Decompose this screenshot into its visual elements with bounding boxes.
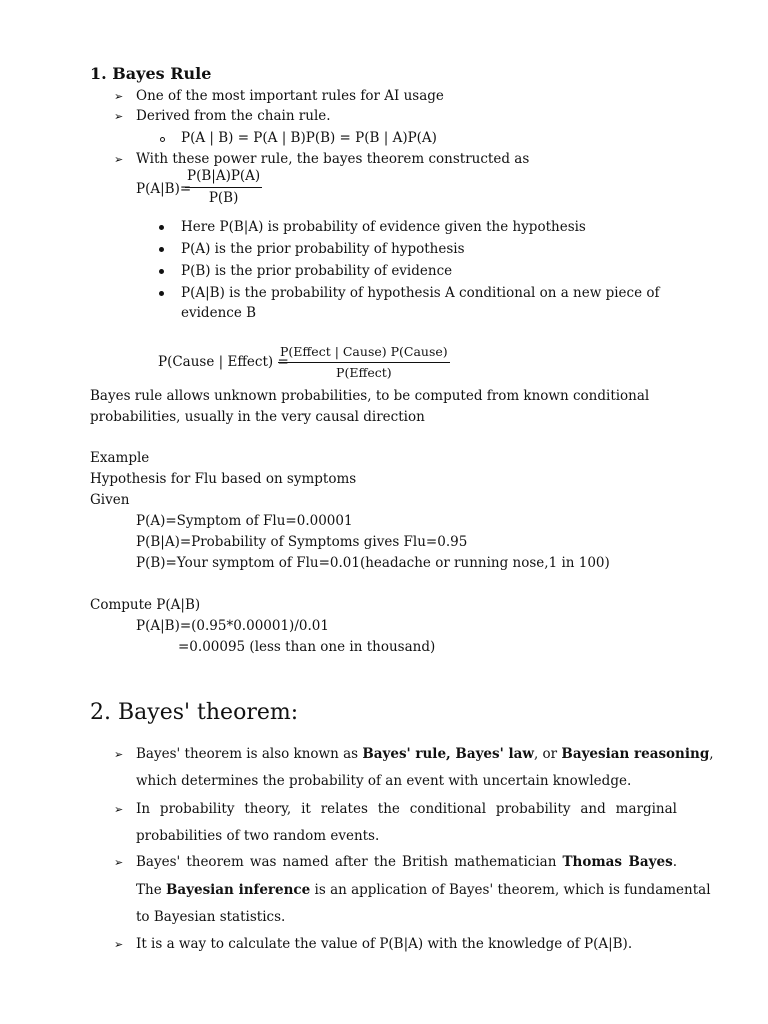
text-run: , [709, 746, 714, 762]
circle-bullet-icon [160, 137, 165, 142]
given-label: Given [90, 492, 130, 508]
formula1-numerator: P(B|A)P(A) [185, 170, 262, 188]
definition-item-continued: evidence B [181, 305, 257, 321]
bullet-text: With these power rule, the bayes theorem constructed as [136, 151, 530, 167]
formula2-denominator: P(Effect) [336, 364, 392, 380]
definition-item: P(A|B) is the probability of hypothesis A conditional on a new piece of [181, 285, 660, 301]
bullet-line: In probability theory, it relates the conditional probability and marginal [136, 801, 677, 817]
compute-label: Compute P(A|B) [90, 597, 201, 613]
compute-result: =0.00095 (less than one in thousand) [178, 639, 436, 655]
paragraph-line: Bayes rule allows unknown probabilities, to be computed from known conditional [90, 388, 650, 404]
arrow-bullet-icon: ➢ [114, 90, 124, 103]
bullet-line: probabilities of two random events. [136, 828, 380, 844]
text-run: , or [533, 746, 562, 762]
example-hypothesis: Hypothesis for Flu based on symptoms [90, 471, 357, 487]
text-run: Bayes' theorem was named after the British mathematician [136, 854, 563, 870]
dot-bullet-icon [159, 291, 164, 296]
arrow-bullet-icon: ➢ [114, 153, 124, 166]
formula2-numerator: P(Effect | Cause) P(Cause) [278, 346, 450, 363]
bullet-text: One of the most important rules for AI usage [136, 88, 444, 104]
definition-item: P(A) is the prior probability of hypothesis [181, 241, 465, 257]
paragraph-line: probabilities, usually in the very causal direction [90, 409, 425, 425]
text-run: is an application of Bayes' theorem, which is fundamental [310, 882, 711, 898]
bullet-text: Derived from the chain rule. [136, 108, 331, 124]
formula2-lhs: P(Cause | Effect) = [158, 354, 289, 370]
text-run: Bayes' theorem is also known as [136, 746, 363, 762]
given-line: P(B)=Your symptom of Flu=0.01(headache or running nose,1 in 100) [136, 555, 610, 571]
bullet-line: It is a way to calculate the value of P(B|A) with the knowledge of P(A|B). [136, 936, 633, 952]
given-line: P(A)=Symptom of Flu=0.00001 [136, 513, 353, 529]
section2-heading: 2. Bayes' theorem: [90, 700, 299, 725]
bullet-line: to Bayesian statistics. [136, 909, 286, 925]
dot-bullet-icon [159, 225, 164, 230]
formula2-fraction [278, 346, 450, 379]
chain-rule-formula: P(A | B) = P(A | B)P(B) = P(B | A)P(A) [181, 130, 437, 146]
bold-term: Bayesian inference [165, 882, 311, 898]
bullet-line [136, 882, 711, 898]
compute-line: P(A|B)=(0.95*0.00001)/0.01 [136, 618, 329, 634]
definition-item: Here P(B|A) is probability of evidence given the hypothesis [181, 219, 586, 235]
example-label: Example [90, 450, 150, 466]
text-run: . [672, 854, 677, 870]
bold-term: Bayes' rule, Bayes' law [362, 746, 534, 762]
arrow-bullet-icon: ➢ [114, 748, 124, 761]
bullet-line [136, 856, 677, 870]
bullet-line [136, 746, 714, 762]
formula1-lhs: P(A|B)= [136, 181, 192, 197]
given-line: P(B|A)=Probability of Symptoms gives Flu=0.95 [136, 534, 468, 550]
formula1-denominator: P(B) [208, 189, 239, 206]
bold-term: Bayesian reasoning [561, 746, 710, 762]
arrow-bullet-icon: ➢ [114, 803, 124, 816]
bullet-line: which determines the probability of an event with uncertain knowledge. [136, 773, 632, 789]
definition-item: P(B) is the prior probability of evidence [181, 263, 453, 279]
dot-bullet-icon [159, 269, 164, 274]
arrow-bullet-icon: ➢ [114, 856, 124, 869]
text-run: The [136, 882, 166, 898]
arrow-bullet-icon: ➢ [114, 110, 124, 123]
bold-term: Thomas Bayes [562, 854, 673, 870]
section1-heading: 1. Bayes Rule [90, 64, 212, 83]
formula1-fraction [185, 170, 262, 205]
dot-bullet-icon [159, 247, 164, 252]
arrow-bullet-icon: ➢ [114, 938, 124, 951]
